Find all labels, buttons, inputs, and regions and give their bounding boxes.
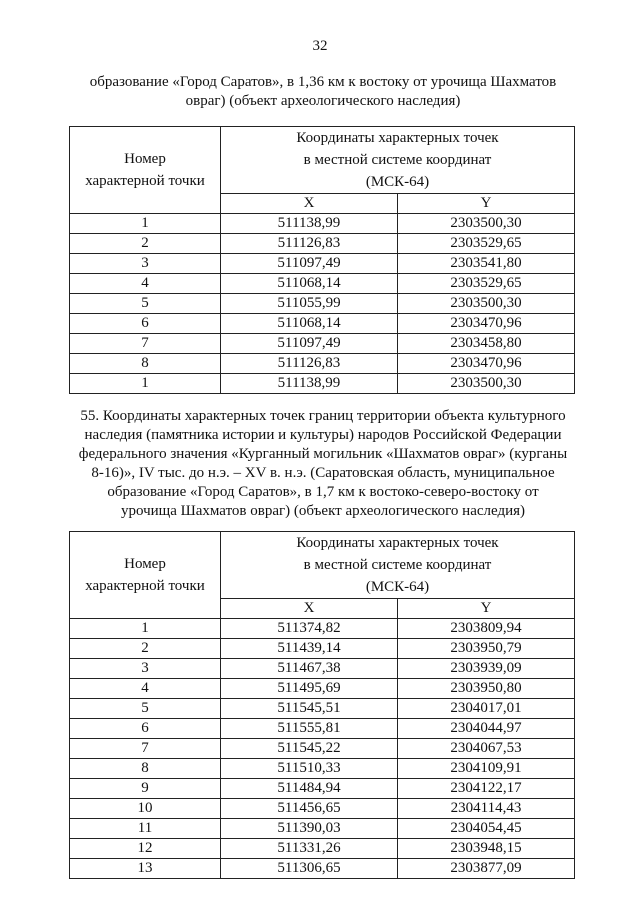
y-coordinate-cell: 2304054,45 [398,819,575,839]
x-coordinate-cell: 511555,81 [221,719,398,739]
section-line: образование «Город Саратов», в 1,7 км к востоко-северо-востоку от [107,484,539,500]
section-line: 8-16)», IV тыс. до н.э. – XV в. н.э. (Саратовская область, муниципальное [91,465,555,481]
point-number-cell: 3 [70,659,221,679]
table-row [70,799,575,819]
y-coordinate-cell: 2304067,53 [398,739,575,759]
header-line: в местной системе координат [303,152,492,168]
point-number-cell: 10 [70,799,221,819]
y-coordinate-cell: 2303541,80 [398,254,575,274]
x-coordinate-cell: 511138,99 [221,374,398,394]
table-row [70,334,575,354]
x-coordinate-cell: 511484,94 [221,779,398,799]
y-coordinate-cell: 2303500,30 [398,214,575,234]
point-number-cell: 1 [70,374,221,394]
x-coordinate-cell: 511068,14 [221,274,398,294]
coordinates-table-2 [69,531,575,879]
header-x: X [221,599,398,619]
header-line: Номер [124,556,166,572]
coordinates-table-1 [69,126,575,394]
table-row [70,859,575,879]
header-line: Координаты характерных точек [296,535,499,551]
header-coordinates [221,127,575,194]
x-coordinate-cell: 511545,51 [221,699,398,719]
point-number-cell: 4 [70,679,221,699]
y-coordinate-cell: 2303458,80 [398,334,575,354]
table-row [70,779,575,799]
table-row [70,699,575,719]
table-row [70,839,575,859]
intro-paragraph [70,73,576,111]
header-coordinates [221,532,575,599]
table-row [70,719,575,739]
point-number-cell: 11 [70,819,221,839]
x-coordinate-cell: 511126,83 [221,234,398,254]
point-number-cell: 4 [70,274,221,294]
x-coordinate-cell: 511439,14 [221,639,398,659]
table-row [70,739,575,759]
point-number-cell: 12 [70,839,221,859]
x-coordinate-cell: 511467,38 [221,659,398,679]
header-line: Координаты характерных точек [296,130,499,146]
header-y: Y [398,194,575,214]
y-coordinate-cell: 2303948,15 [398,839,575,859]
x-coordinate-cell: 511495,69 [221,679,398,699]
section-line: федерального значения «Курганный могильник «Шахматов овраг» (курганы [78,446,568,462]
point-number-cell: 8 [70,759,221,779]
y-coordinate-cell: 2303500,30 [398,374,575,394]
header-line: характерной точки [85,578,205,594]
x-coordinate-cell: 511097,49 [221,254,398,274]
header-line: (МСК-64) [365,174,430,190]
table-row [70,759,575,779]
x-coordinate-cell: 511456,65 [221,799,398,819]
y-coordinate-cell: 2304109,91 [398,759,575,779]
y-coordinate-cell: 2304017,01 [398,699,575,719]
point-number-cell: 5 [70,294,221,314]
table-row [70,254,575,274]
table-row [70,234,575,254]
x-coordinate-cell: 511068,14 [221,314,398,334]
table-row [70,374,575,394]
y-coordinate-cell: 2304044,97 [398,719,575,739]
table-row [70,314,575,334]
table-row [70,619,575,639]
x-coordinate-cell: 511055,99 [221,294,398,314]
section-55-paragraph [70,407,576,521]
header-point-number [70,532,221,619]
point-number-cell: 1 [70,619,221,639]
x-coordinate-cell: 511126,83 [221,354,398,374]
table-row [70,819,575,839]
y-coordinate-cell: 2303500,30 [398,294,575,314]
point-number-cell: 3 [70,254,221,274]
x-coordinate-cell: 511545,22 [221,739,398,759]
point-number-cell: 7 [70,334,221,354]
header-line: Номер [124,151,166,167]
y-coordinate-cell: 2303809,94 [398,619,575,639]
x-coordinate-cell: 511138,99 [221,214,398,234]
point-number-cell: 9 [70,779,221,799]
point-number-cell: 6 [70,314,221,334]
page-number: 32 [312,38,328,54]
y-coordinate-cell: 2303950,80 [398,679,575,699]
y-coordinate-cell: 2303950,79 [398,639,575,659]
point-number-cell: 2 [70,234,221,254]
y-coordinate-cell: 2304114,43 [398,799,575,819]
y-coordinate-cell: 2303470,96 [398,314,575,334]
table-row [70,354,575,374]
point-number-cell: 13 [70,859,221,879]
y-coordinate-cell: 2303877,09 [398,859,575,879]
y-coordinate-cell: 2303529,65 [398,274,575,294]
table-row [70,214,575,234]
x-coordinate-cell: 511331,26 [221,839,398,859]
point-number-cell: 1 [70,214,221,234]
section-line: урочища Шахматов овраг) (объект археологического наследия) [120,503,526,519]
point-number-cell: 5 [70,699,221,719]
point-number-cell: 8 [70,354,221,374]
x-coordinate-cell: 511374,82 [221,619,398,639]
point-number-cell: 6 [70,719,221,739]
point-number-cell: 2 [70,639,221,659]
header-line: (МСК-64) [365,579,430,595]
section-line: 55. Координаты характерных точек границ территории объекта культурного [80,408,566,424]
y-coordinate-cell: 2304122,17 [398,779,575,799]
header-line: характерной точки [85,173,205,189]
intro-line: образование «Город Саратов», в 1,36 км к востоку от урочища Шахматов [89,74,557,90]
header-x: X [221,194,398,214]
intro-line: овраг) (объект археологического наследия) [185,93,461,109]
y-coordinate-cell: 2303939,09 [398,659,575,679]
table-row [70,274,575,294]
x-coordinate-cell: 511097,49 [221,334,398,354]
y-coordinate-cell: 2303529,65 [398,234,575,254]
table-row [70,639,575,659]
header-point-number [70,127,221,214]
x-coordinate-cell: 511306,65 [221,859,398,879]
header-y: Y [398,599,575,619]
section-line: наследия (памятника истории и культуры) народов Российской Федерации [84,427,562,443]
table-row [70,679,575,699]
table-row [70,294,575,314]
point-number-cell: 7 [70,739,221,759]
table-row [70,659,575,679]
header-line: в местной системе координат [303,557,492,573]
y-coordinate-cell: 2303470,96 [398,354,575,374]
x-coordinate-cell: 511510,33 [221,759,398,779]
x-coordinate-cell: 511390,03 [221,819,398,839]
